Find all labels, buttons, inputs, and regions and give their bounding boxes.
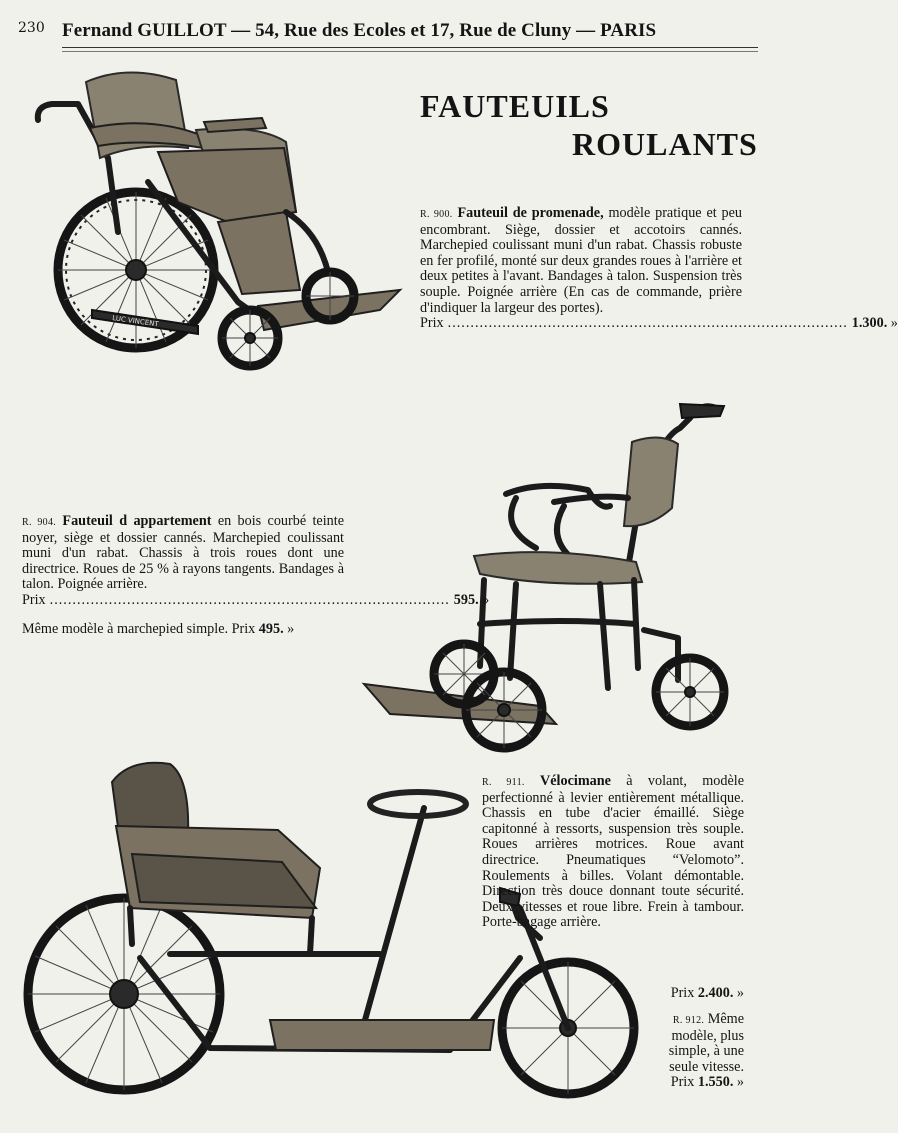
product-r911-price-suffix: » [736,985,744,1001]
product-r900-price: 1.300. [851,315,888,332]
product-r912-ref: R. 912. [672,1015,705,1026]
product-r900-price-label: Prix [420,315,444,332]
page-header [18,18,788,54]
product-r904-price-line [22,591,490,609]
product-r900-description [420,205,898,332]
product-r900-price-suffix: » [890,315,898,332]
product-r904-variant-text: Même modèle à marchepied simple. Prix [22,621,256,637]
section-title-line1: FAUTEUILS [420,88,610,124]
product-r912-price-suffix: » [736,1074,744,1091]
page-number: 230 [18,20,45,36]
section-title-line2: ROULANTS [572,126,758,162]
product-r911-description [482,774,744,931]
chair-maker-plate: LUC VINCENT [111,314,160,329]
product-r911-text: à volant, modèle perfectionné à levier entièrement métallique. Chassis en tube d'acier émaillé. Siège capitonné à ressorts, suspension très souple. Roues arrières motrices. Roue avant directrice. Pneumatiques “Velomoto”. Roulements à billes. Volant démontable. Direction très douce donnant toute sécurité. Deux vitesses et roue libre. Frein à tambour. Porte-bagage arrière. [482,773,744,931]
header-rule-secondary [62,51,758,52]
product-r911-name: Vélocimane [540,773,611,789]
product-r904-text: en bois courbé teinte noyer, siège et dossier cannés. Marchepied coulissant muni d'un rabat. Chassis à trois roues dont une directrice. Roues de 25 % à rayons tangents. Bandages à talon. Poignée arrière. [22,513,344,593]
product-r904-ref: R. 904. [22,517,57,528]
product-r912-text: Même modèle, plus simple, à une seule vitesse. [668,1011,744,1075]
product-r904-variant-suffix: » [287,621,295,637]
product-r904-price: 595. [453,591,479,608]
product-r904-variant-price: 495. [258,621,284,637]
product-r900-name: Fauteuil de promenade, [457,205,604,221]
product-r911-price: 2.400. [697,985,734,1001]
appartement-wheelchair-image [360,398,740,760]
product-r900-text: modèle pratique et peu encombrant. Siège, dossier et accotoirs cannés. Marchepied coulissant muni d'un rabat. Chassis robuste en fer profilé, monté sur deux grandes roues à l'arrière et deux petites à l'avant. Bandages à talon. Suspension très souple. Poignée arrière (En cas de commande, prière d'indiquer la largeur des portes). [420,205,743,316]
product-r911-price-label: Prix [670,985,695,1001]
product-r912-description [652,1012,744,1091]
price-leader-dots: ........................................................................................ [49,591,450,608]
product-r912-price-label: Prix [670,1074,695,1091]
product-r904-price-label: Prix [22,591,46,608]
product-r912-price: 1.550. [697,1074,734,1091]
product-r904-name: Fauteuil d appartement [62,513,212,529]
header-title: Fernand GUILLOT — 54, Rue des Ecoles et 17, Rue de Cluny — PARIS [62,20,657,41]
product-r904-description [22,513,490,609]
product-r912-price-line [652,1075,744,1091]
product-r911-ref: R. 911. [482,777,525,788]
product-r900-ref: R. 900. [420,209,453,220]
price-leader-dots: ........................................................................................ [447,315,848,332]
product-r911-price-line [652,986,744,1002]
promenade-wheelchair-image [28,62,408,382]
header-rule [62,47,758,48]
product-r904-price-suffix: » [482,591,490,608]
product-r904-variant [22,622,352,638]
product-r900-price-line [420,315,898,332]
